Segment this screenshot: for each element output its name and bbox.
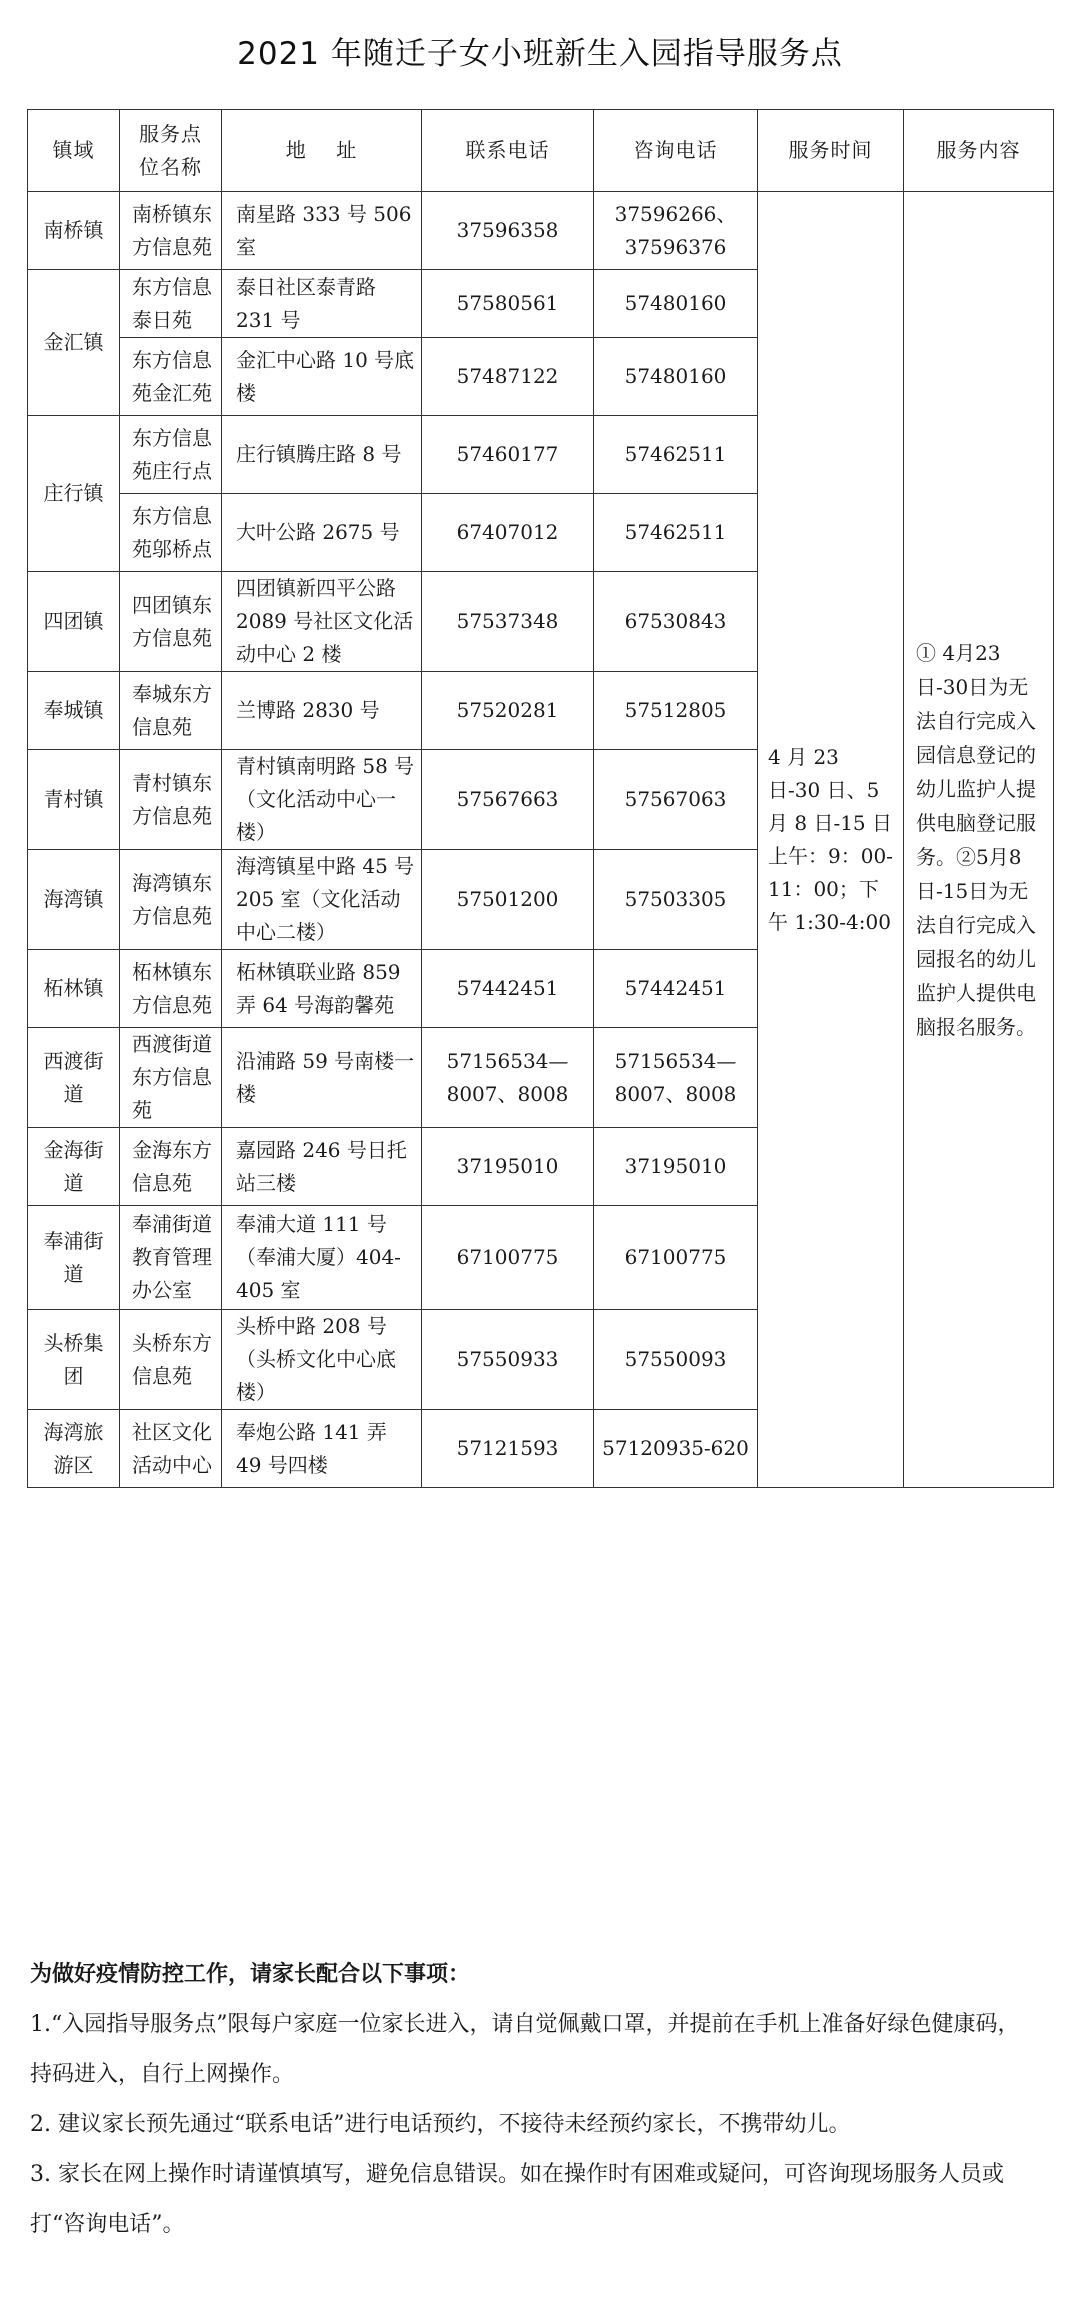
cell-phone: 57442451 [422, 950, 594, 1028]
cell-consult: 57512805 [594, 672, 758, 750]
cell-phone: 57537348 [422, 572, 594, 672]
note-item: 3. 家长在网上操作时请谨慎填写，避免信息错误。如在操作时有困难或疑问，可咨询现场服务人员或打“咨询电话”。 [30, 2162, 1004, 2237]
cell-consult: 57550093 [594, 1310, 758, 1410]
cell-town: 南桥镇 [28, 192, 120, 270]
note-item: 2. 建议家长预先通过“联系电话”进行电话预约，不接待未经预约家长，不携带幼儿。 [30, 2112, 851, 2137]
cell-address: 南星路 333 号 506 室 [222, 192, 422, 270]
cell-phone: 57550933 [422, 1310, 594, 1410]
cell-consult: 57462511 [594, 494, 758, 572]
table-row [28, 192, 1054, 270]
cell-address: 奉浦大道 111 号（奉浦大厦）404-405 室 [222, 1206, 422, 1310]
cell-town: 海湾镇 [28, 850, 120, 950]
header-phone: 联系电话 [422, 110, 594, 192]
header-content: 服务内容 [904, 110, 1054, 192]
cell-phone: 67407012 [422, 494, 594, 572]
notes-section [30, 1950, 1040, 2250]
cell-address: 沿浦路 59 号南楼一楼 [222, 1028, 422, 1128]
cell-town: 金海街道 [28, 1128, 120, 1206]
cell-point: 南桥镇东方信息苑 [120, 192, 222, 270]
cell-address: 柘林镇联业路 859 弄 64 号海韵馨苑 [222, 950, 422, 1028]
cell-town: 柘林镇 [28, 950, 120, 1028]
cell-phone: 57487122 [422, 338, 594, 416]
cell-point: 东方信息苑金汇苑 [120, 338, 222, 416]
header-time: 服务时间 [758, 110, 904, 192]
cell-address: 头桥中路 208 号（头桥文化中心底楼） [222, 1310, 422, 1410]
cell-phone: 37596358 [422, 192, 594, 270]
cell-point: 东方信息苑庄行点 [120, 416, 222, 494]
header-town: 镇域 [28, 110, 120, 192]
cell-consult: 37195010 [594, 1128, 758, 1206]
cell-point: 东方信息苑邬桥点 [120, 494, 222, 572]
cell-point: 社区文化活动中心 [120, 1410, 222, 1488]
cell-consult: 67100775 [594, 1206, 758, 1310]
cell-phone: 57501200 [422, 850, 594, 950]
cell-address: 海湾镇星中路 45 号 205 室（文化活动中心二楼） [222, 850, 422, 950]
cell-address: 青村镇南明路 58 号（文化活动中心一楼） [222, 750, 422, 850]
cell-consult: 57462511 [594, 416, 758, 494]
cell-consult: 37596266、37596376 [594, 192, 758, 270]
cell-point: 柘林镇东方信息苑 [120, 950, 222, 1028]
cell-consult: 57567063 [594, 750, 758, 850]
cell-town: 奉浦街道 [28, 1206, 120, 1310]
note-item: 1.“入园指导服务点”限每户家庭一位家长进入，请自觉佩戴口罩，并提前在手机上准备好绿色健康码，持码进入，自行上网操作。 [30, 2012, 1020, 2087]
cell-address: 金汇中心路 10 号底楼 [222, 338, 422, 416]
cell-point: 四团镇东方信息苑 [120, 572, 222, 672]
cell-phone: 57580561 [422, 270, 594, 338]
cell-phone: 57121593 [422, 1410, 594, 1488]
cell-point: 东方信息泰日苑 [120, 270, 222, 338]
cell-town: 金汇镇 [28, 270, 120, 416]
cell-phone: 67100775 [422, 1206, 594, 1310]
cell-consult: 57120935-620 [594, 1410, 758, 1488]
page-title: 2021 年随迁子女小班新生入园指导服务点 [237, 36, 843, 72]
cell-town: 奉城镇 [28, 672, 120, 750]
cell-consult: 57480160 [594, 338, 758, 416]
cell-address: 四团镇新四平公路 2089 号社区文化活动中心 2 楼 [222, 572, 422, 672]
cell-service-content: ① 4月23日-30日为无法自行完成入园信息登记的幼儿监护人提供电脑登记服务。②5月8日-15日为无法自行完成入园报名的幼儿监护人提供电脑报名服务。 [904, 192, 1054, 1488]
cell-consult: 57480160 [594, 270, 758, 338]
cell-point: 西渡街道东方信息苑 [120, 1028, 222, 1128]
header-consult: 咨询电话 [594, 110, 758, 192]
cell-phone: 37195010 [422, 1128, 594, 1206]
cell-address: 奉炮公路 141 弄 49 号四楼 [222, 1410, 422, 1488]
notes-heading: 为做好疫情防控工作，请家长配合以下事项： [30, 1962, 471, 1987]
cell-service-time: 4 月 23 日-30 日、5 月 8 日-15 日上午：9：00-11：00；下午 1:30-4:00 [758, 192, 904, 1488]
cell-point: 金海东方信息苑 [120, 1128, 222, 1206]
cell-consult: 67530843 [594, 572, 758, 672]
cell-town: 青村镇 [28, 750, 120, 850]
cell-point: 奉浦街道教育管理办公室 [120, 1206, 222, 1310]
table-header-row [28, 110, 1054, 192]
cell-point: 头桥东方信息苑 [120, 1310, 222, 1410]
cell-consult: 57503305 [594, 850, 758, 950]
header-address: 地 址 [222, 110, 422, 192]
cell-point: 青村镇东方信息苑 [120, 750, 222, 850]
header-point: 服务点位名称 [120, 110, 222, 192]
cell-address: 嘉园路 246 号日托站三楼 [222, 1128, 422, 1206]
cell-phone: 57567663 [422, 750, 594, 850]
cell-address: 庄行镇腾庄路 8 号 [222, 416, 422, 494]
cell-consult: 57156534—8007、8008 [594, 1028, 758, 1128]
cell-town: 庄行镇 [28, 416, 120, 572]
cell-town: 头桥集团 [28, 1310, 120, 1410]
cell-town: 西渡街道 [28, 1028, 120, 1128]
cell-address: 泰日社区泰青路 231 号 [222, 270, 422, 338]
cell-town: 海湾旅游区 [28, 1410, 120, 1488]
cell-point: 奉城东方信息苑 [120, 672, 222, 750]
cell-point: 海湾镇东方信息苑 [120, 850, 222, 950]
cell-consult: 57442451 [594, 950, 758, 1028]
cell-town: 四团镇 [28, 572, 120, 672]
cell-phone: 57156534—8007、8008 [422, 1028, 594, 1128]
cell-address: 大叶公路 2675 号 [222, 494, 422, 572]
cell-phone: 57460177 [422, 416, 594, 494]
service-points-table [27, 109, 1054, 1488]
cell-phone: 57520281 [422, 672, 594, 750]
cell-address: 兰博路 2830 号 [222, 672, 422, 750]
